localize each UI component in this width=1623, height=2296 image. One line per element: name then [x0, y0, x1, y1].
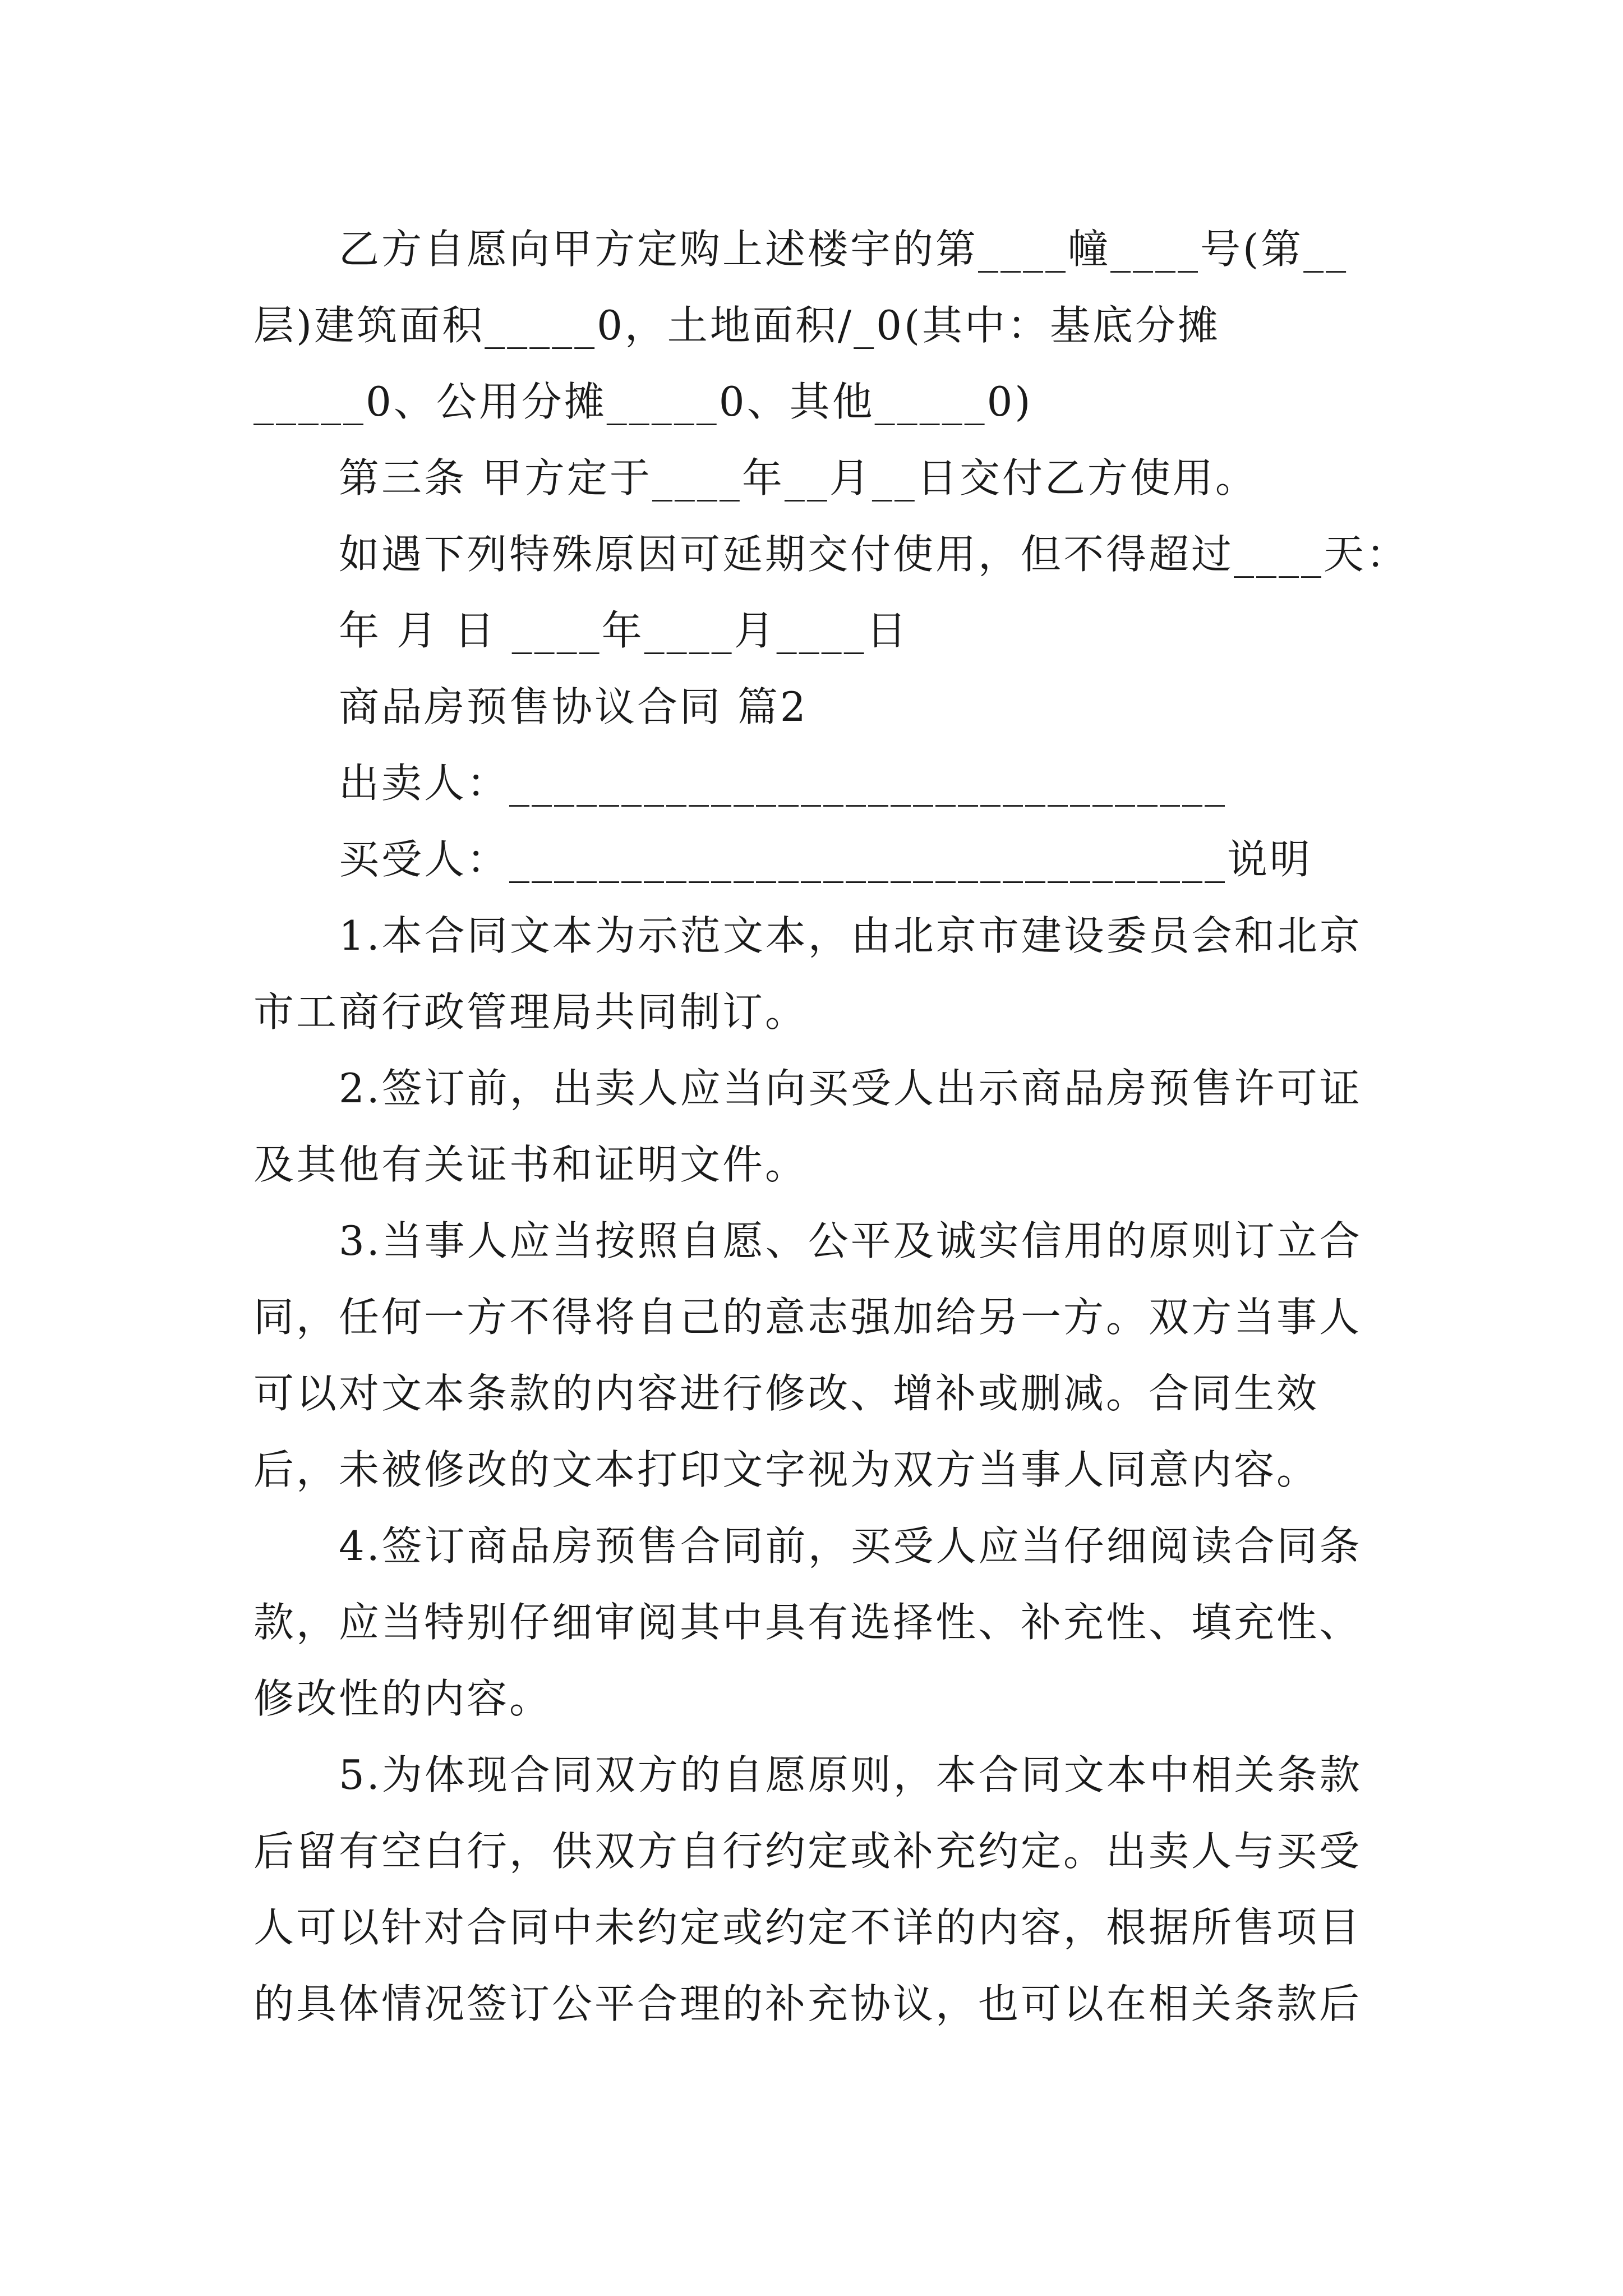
paragraph-delay-clause: 如遇下列特殊原因可延期交付使用，但不得超过____天：: [339, 531, 1409, 578]
paragraph-date-fields: 年 月 日 ____年____月____日: [339, 607, 909, 654]
document-body: [253, 211, 1409, 2042]
note-item-1: 1.本合同文本为示范文本，由北京市建设委员会和北京市工商行政管理局共同制订。: [253, 912, 1362, 1036]
paragraph-unit-purchase: 乙方自愿向甲方定购上述楼宇的第____幢____号(第__层)建筑面积_____0，土地面积/_0(其中：基底分摊_____0、公用分摊_____0、其他_____0): [253, 226, 1349, 425]
seller-line: 出卖人：________________________________: [339, 760, 1228, 807]
buyer-line: 买受人：________________________________说明: [339, 836, 1313, 883]
note-item-3: 3.当事人应当按照自愿、公平及诚实信用的原则订立合同，任何一方不得将自己的意志强加给另一方。双方当事人可以对文本条款的内容进行修改、增补或删减。合同生效后，未被修改的文本打印文字视为双方当事人同意内容。: [253, 1217, 1362, 1493]
note-item-5: 5.为体现合同双方的自愿原则，本合同文本中相关条款后留有空白行，供双方自行约定或补充约定。出卖人与买受人可以针对合同中未约定或约定不详的内容，根据所售项目的具体情况签订公平合理的补充协议，也可以在相关条款后: [253, 1751, 1362, 2027]
paragraph-article-3: 第三条 甲方定于____年__月__日交付乙方使用。: [339, 454, 1258, 501]
note-item-2: 2.签订前，出卖人应当向买受人出示商品房预售许可证及其他有关证书和证明文件。: [253, 1065, 1362, 1188]
note-item-4: 4.签订商品房预售合同前，买受人应当仔细阅读合同条款，应当特别仔细审阅其中具有选择性、补充性、填充性、修改性的内容。: [253, 1522, 1362, 1722]
section-heading-2: 商品房预售协议合同 篇2: [339, 683, 808, 730]
